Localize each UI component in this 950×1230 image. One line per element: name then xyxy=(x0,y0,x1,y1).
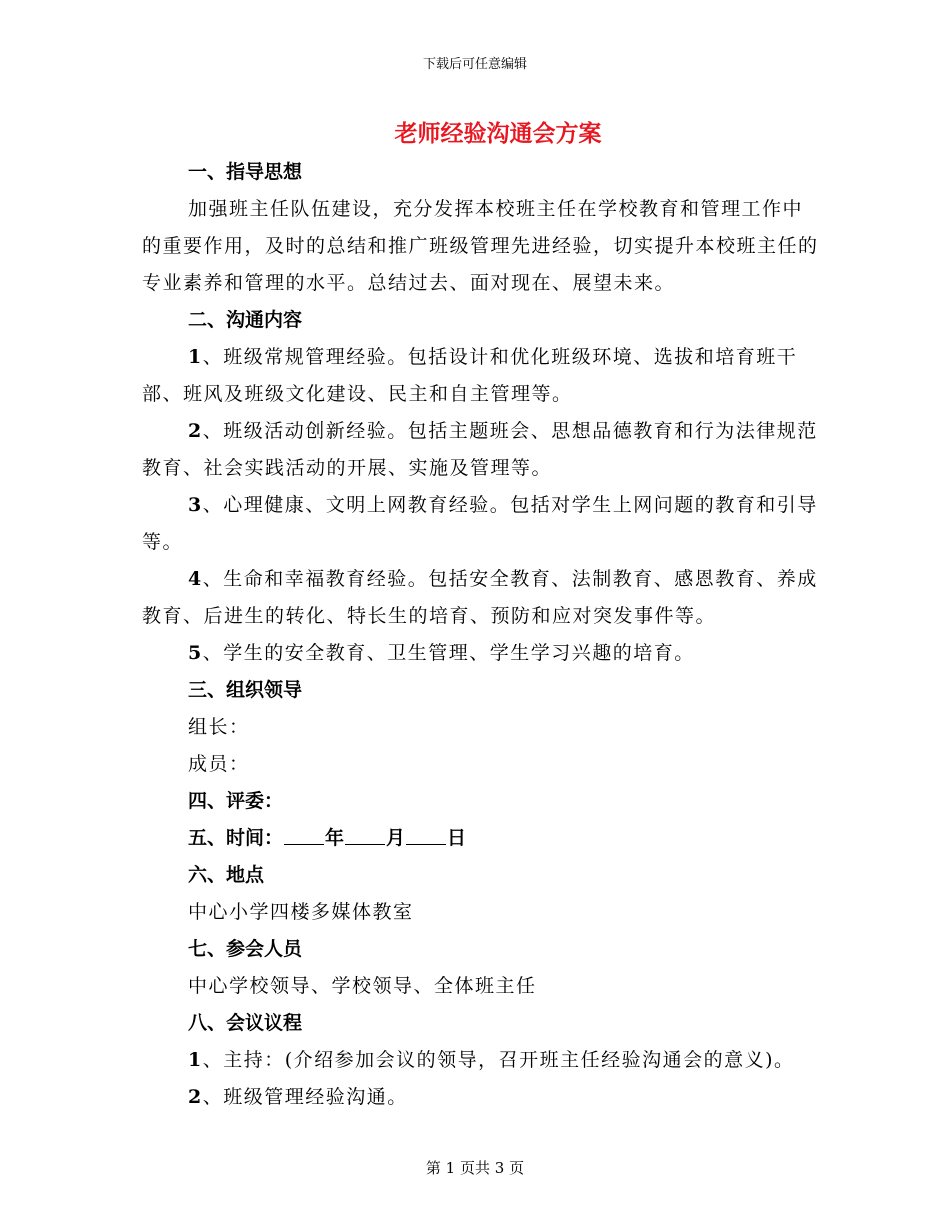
list-item xyxy=(142,561,822,635)
document-body xyxy=(142,154,822,1116)
section-heading: 四、评委： xyxy=(188,790,284,812)
section-heading: 八、会议议程 xyxy=(188,1012,303,1034)
blank-underline xyxy=(406,826,446,845)
members-line: 成员： xyxy=(188,753,250,775)
blank-underline xyxy=(284,826,324,845)
item-text: 、班级管理经验沟通。 xyxy=(202,1086,408,1108)
section-heading: 六、地点 xyxy=(188,864,265,886)
item-number: 1 xyxy=(188,346,203,368)
item-text: 、心理健康、文明上网教育经验。包括对学生上网问题的教育和引导等。 xyxy=(142,494,818,553)
section-heading: 五、时间： xyxy=(188,827,284,849)
item-text: 、主持：(介绍参加会议的领导，召开班主任经验沟通会的意义)。 xyxy=(202,1049,795,1071)
item-text: 、班级常规管理经验。包括设计和优化班级环境、选拔和培育班干部、班风及班级文化建设、民主和自主管理等。 xyxy=(142,346,798,405)
document-title: 老师经验沟通会方案 xyxy=(394,120,602,147)
time-line xyxy=(142,820,822,857)
attendees-text: 中心学校领导、学校领导、全体班主任 xyxy=(188,975,537,997)
list-item xyxy=(142,1079,822,1116)
day-label: 日 xyxy=(447,827,467,849)
list-item xyxy=(142,1042,822,1079)
leader-line: 组长： xyxy=(188,716,250,738)
year-label: 年 xyxy=(325,827,345,849)
month-label: 月 xyxy=(386,827,406,849)
section-heading: 七、参会人员 xyxy=(188,938,303,960)
page-footer: 第 1 页共 3 页 xyxy=(425,1159,525,1177)
list-item xyxy=(142,413,822,487)
section-heading: 三、组织领导 xyxy=(188,679,303,701)
item-number: 5 xyxy=(188,642,203,664)
item-text: 、班级活动创新经验。包括主题班会、思想品德教育和行为法律规范教育、社会实践活动的开展、实施及管理等。 xyxy=(142,420,818,479)
section-heading: 二、沟通内容 xyxy=(188,309,303,331)
location-text: 中心小学四楼多媒体教室 xyxy=(188,901,414,923)
item-number: 3 xyxy=(188,494,203,516)
item-number: 1 xyxy=(188,1049,203,1071)
section-heading: 一、指导思想 xyxy=(188,161,303,183)
item-number: 2 xyxy=(188,1086,203,1108)
paragraph: 加强班主任队伍建设，充分发挥本校班主任在学校教育和管理工作中的重要作用，及时的总结和推广班级管理先进经验，切实提升本校班主任的专业素养和管理的水平。总结过去、面对现在、展望未来。 xyxy=(142,198,819,294)
item-number: 4 xyxy=(188,568,203,590)
page-header: 下载后可任意编辑 xyxy=(422,57,527,72)
list-item xyxy=(142,487,822,561)
blank-underline xyxy=(345,826,385,845)
item-text: 、学生的安全教育、卫生管理、学生学习兴趣的培育。 xyxy=(202,642,695,664)
item-number: 2 xyxy=(188,420,203,442)
list-item xyxy=(142,635,822,672)
list-item xyxy=(142,339,822,413)
item-text: 、生命和幸福教育经验。包括安全教育、法制教育、感恩教育、养成教育、后进生的转化、特长生的培育、预防和应对突发事件等。 xyxy=(142,568,818,627)
